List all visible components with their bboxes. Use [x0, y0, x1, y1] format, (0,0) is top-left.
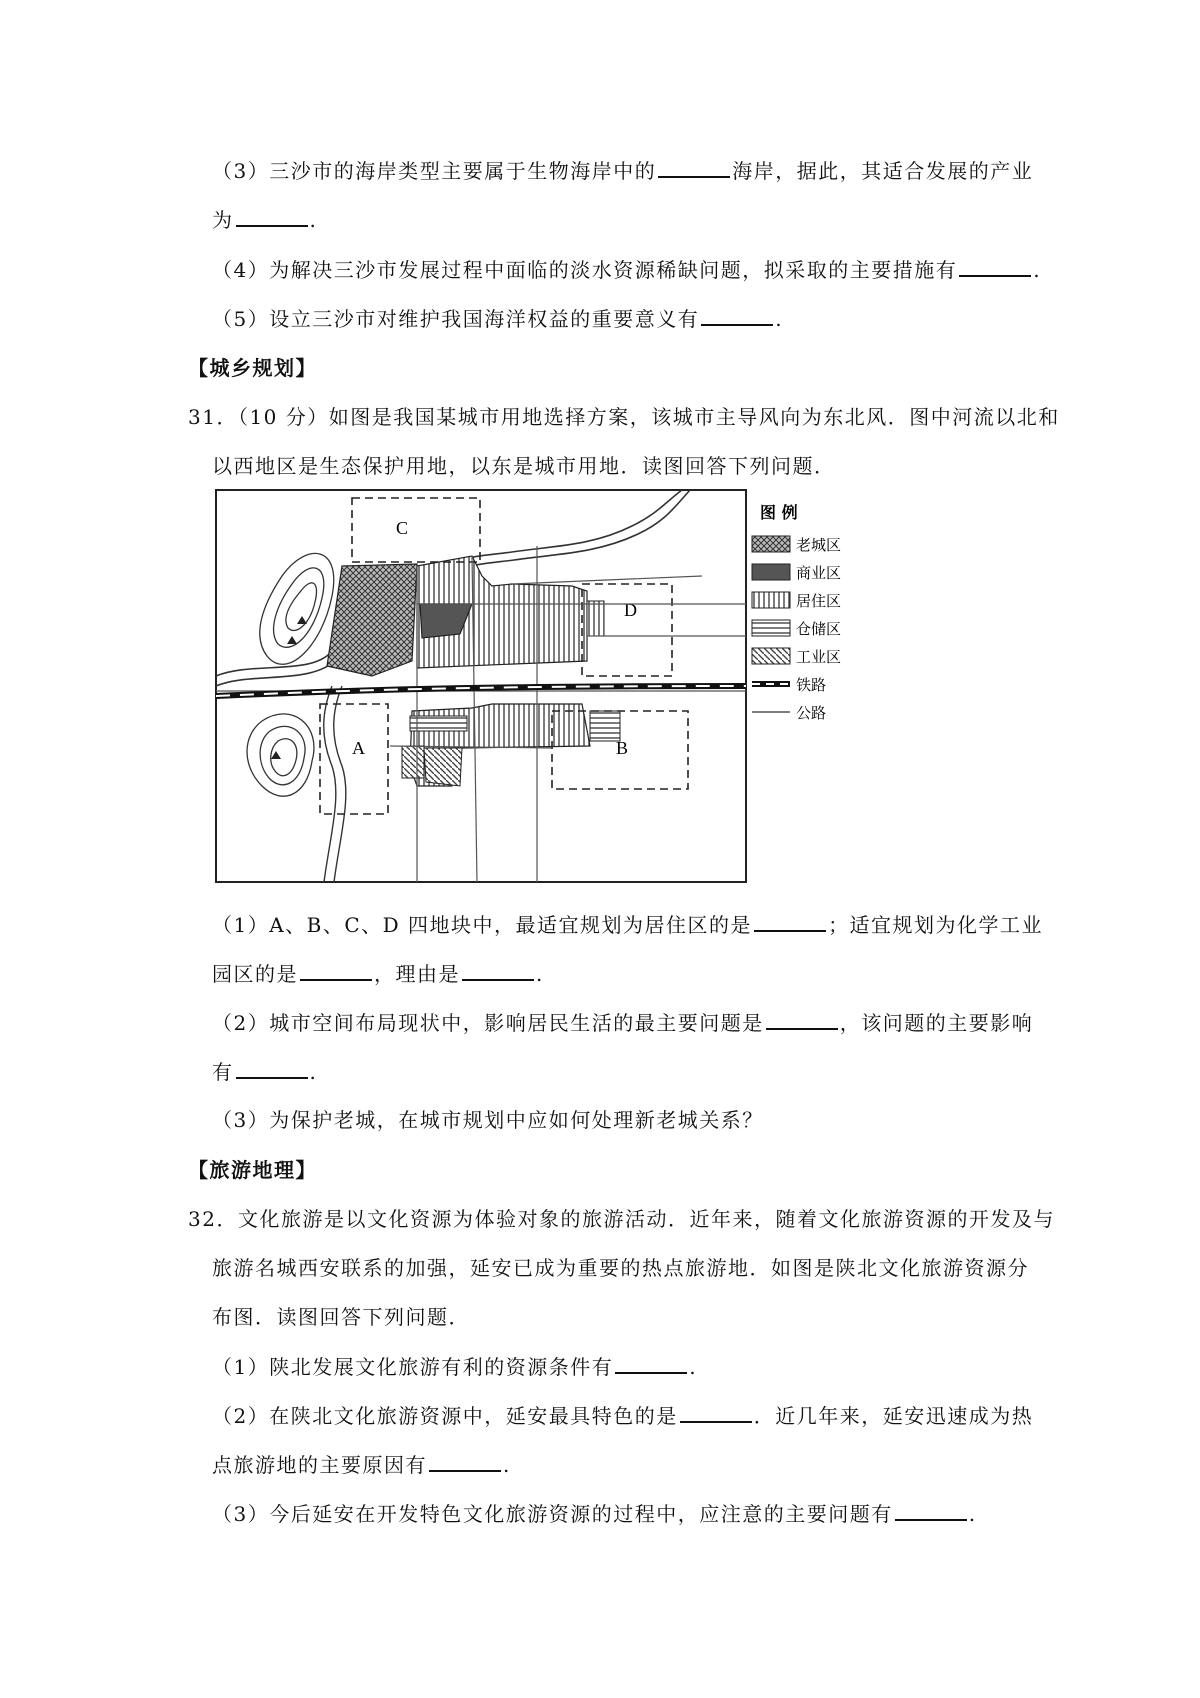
- answer-blank[interactable]: [959, 255, 1031, 277]
- warehouse-area-1: [410, 716, 467, 731]
- legend-old-town: 老城区: [796, 536, 842, 554]
- block-label-a: A: [352, 738, 365, 758]
- answer-blank[interactable]: [766, 1008, 838, 1030]
- q31-part1-line2: [212, 959, 544, 988]
- q32-part1: [212, 1352, 697, 1381]
- legend-railway: 铁路: [796, 676, 827, 694]
- answer-blank[interactable]: [701, 304, 773, 326]
- q30-p5-text: （5）设立三沙市对维护我国海洋权益的重要意义有: [212, 307, 700, 331]
- answer-blank[interactable]: [300, 959, 372, 981]
- q31-p1-text-c: 园区的是: [212, 962, 298, 986]
- q32-p1-text: （1）陕北发展文化旅游有利的资源条件有: [212, 1355, 614, 1379]
- q31-stem-line2: 以西地区是生态保护用地，以东是城市用地．读图回答下列问题．: [212, 454, 836, 478]
- period: .: [503, 1453, 511, 1477]
- answer-blank[interactable]: [680, 1401, 752, 1423]
- q30-p3-text-c: 为: [212, 208, 234, 232]
- q31-part2-line1: [212, 1008, 1033, 1037]
- period: .: [1033, 258, 1042, 282]
- q32-p2-text-b: ．近几年来，延安迅速成为热: [753, 1404, 1034, 1428]
- q30-p4-text: （4）为解决三沙市发展过程中面临的淡水资源稀缺问题，拟采取的主要措施有: [212, 258, 958, 282]
- answer-blank[interactable]: [236, 1057, 308, 1079]
- legend-industrial: 工业区: [796, 648, 842, 666]
- q30-part4: [212, 255, 1041, 284]
- residential-area-east: [587, 601, 604, 636]
- city-land-use-map: [212, 486, 912, 886]
- q30-p3-text-a: （3）三沙市的海岸类型主要属于生物海岸中的: [212, 159, 657, 183]
- period: .: [536, 962, 544, 986]
- block-label-d: D: [624, 600, 637, 620]
- q32-stem-line2: 旅游名城西安联系的加强，延安已成为重要的热点旅游地．如图是陕北文化旅游资源分: [212, 1256, 1029, 1280]
- q31-part3: （3）为保护老城，在城市规划中应如何处理新老城关系？: [212, 1108, 764, 1132]
- answer-blank[interactable]: [615, 1352, 687, 1374]
- q31-p2-text-a: （2）城市空间布局现状中，影响居民生活的最主要问题是: [212, 1011, 764, 1035]
- section-heading-urban-planning: 【城乡规划】: [188, 356, 317, 380]
- answer-blank[interactable]: [462, 959, 534, 981]
- q31-stem-line1: 31．（10 分）如图是我国某城市用地选择方案，该城市主导风向为东北风．图中河流以北和: [188, 405, 1060, 429]
- answer-blank[interactable]: [895, 1499, 967, 1521]
- old-town-area: [327, 564, 417, 676]
- q32-p2-text-a: （2）在陕北文化旅游资源中，延安最具特色的是: [212, 1404, 678, 1428]
- industrial-area-1: [402, 746, 424, 778]
- period: .: [775, 307, 784, 331]
- q31-p1-text-d: ，理由是: [374, 962, 460, 986]
- q31-part2-line2: [212, 1057, 317, 1086]
- q32-stem-line3: 布图．读图回答下列问题．: [212, 1305, 470, 1329]
- q32-part2-line1: [212, 1401, 1033, 1430]
- block-label-b: B: [616, 738, 629, 758]
- legend-title: 图 例: [760, 503, 798, 522]
- period: .: [309, 208, 318, 232]
- legend-commercial: 商业区: [796, 564, 842, 582]
- q32-part2-line2: [212, 1450, 511, 1479]
- q30-part3-line1: [212, 156, 1033, 185]
- legend-road: 公路: [796, 704, 827, 722]
- legend: [752, 536, 841, 722]
- answer-blank[interactable]: [236, 205, 308, 227]
- answer-blank[interactable]: [429, 1450, 501, 1472]
- q32-part3: [212, 1499, 977, 1528]
- q31-part1-line1: [212, 910, 1043, 939]
- section-heading-tourism: 【旅游地理】: [188, 1158, 317, 1182]
- legend-warehouse: 仓储区: [796, 620, 842, 638]
- period: .: [689, 1355, 698, 1379]
- legend-residential: 居住区: [796, 592, 842, 610]
- q30-p3-text-b: 海岸，据此，其适合发展的产业: [732, 159, 1034, 183]
- q31-p2-text-c: 有: [212, 1060, 234, 1084]
- block-label-c: C: [396, 518, 409, 538]
- answer-blank[interactable]: [658, 156, 730, 178]
- answer-blank[interactable]: [754, 910, 826, 932]
- period: .: [968, 1502, 977, 1526]
- warehouse-area-2: [590, 711, 620, 741]
- q32-stem-line1: 32．文化旅游是以文化资源为体验对象的旅游活动．近年来，随着文化旅游资源的开发及与: [188, 1207, 1055, 1231]
- q31-p2-text-b: ，该问题的主要影响: [839, 1011, 1034, 1035]
- q31-p1-text-a: （1）A、B、C、D 四地块中，最适宜规划为居住区的是: [212, 913, 753, 937]
- q32-p3-text: （3）今后延安在开发特色文化旅游资源的过程中，应注意的主要问题有: [212, 1502, 893, 1526]
- q30-part5: [212, 304, 783, 333]
- period: .: [309, 1060, 318, 1084]
- q30-part3-line2: [212, 205, 317, 234]
- industrial-area-2: [424, 748, 462, 786]
- q31-p1-text-b: ；适宜规划为化学工业: [828, 913, 1044, 937]
- q32-p2-text-c: 点旅游地的主要原因有: [212, 1453, 427, 1477]
